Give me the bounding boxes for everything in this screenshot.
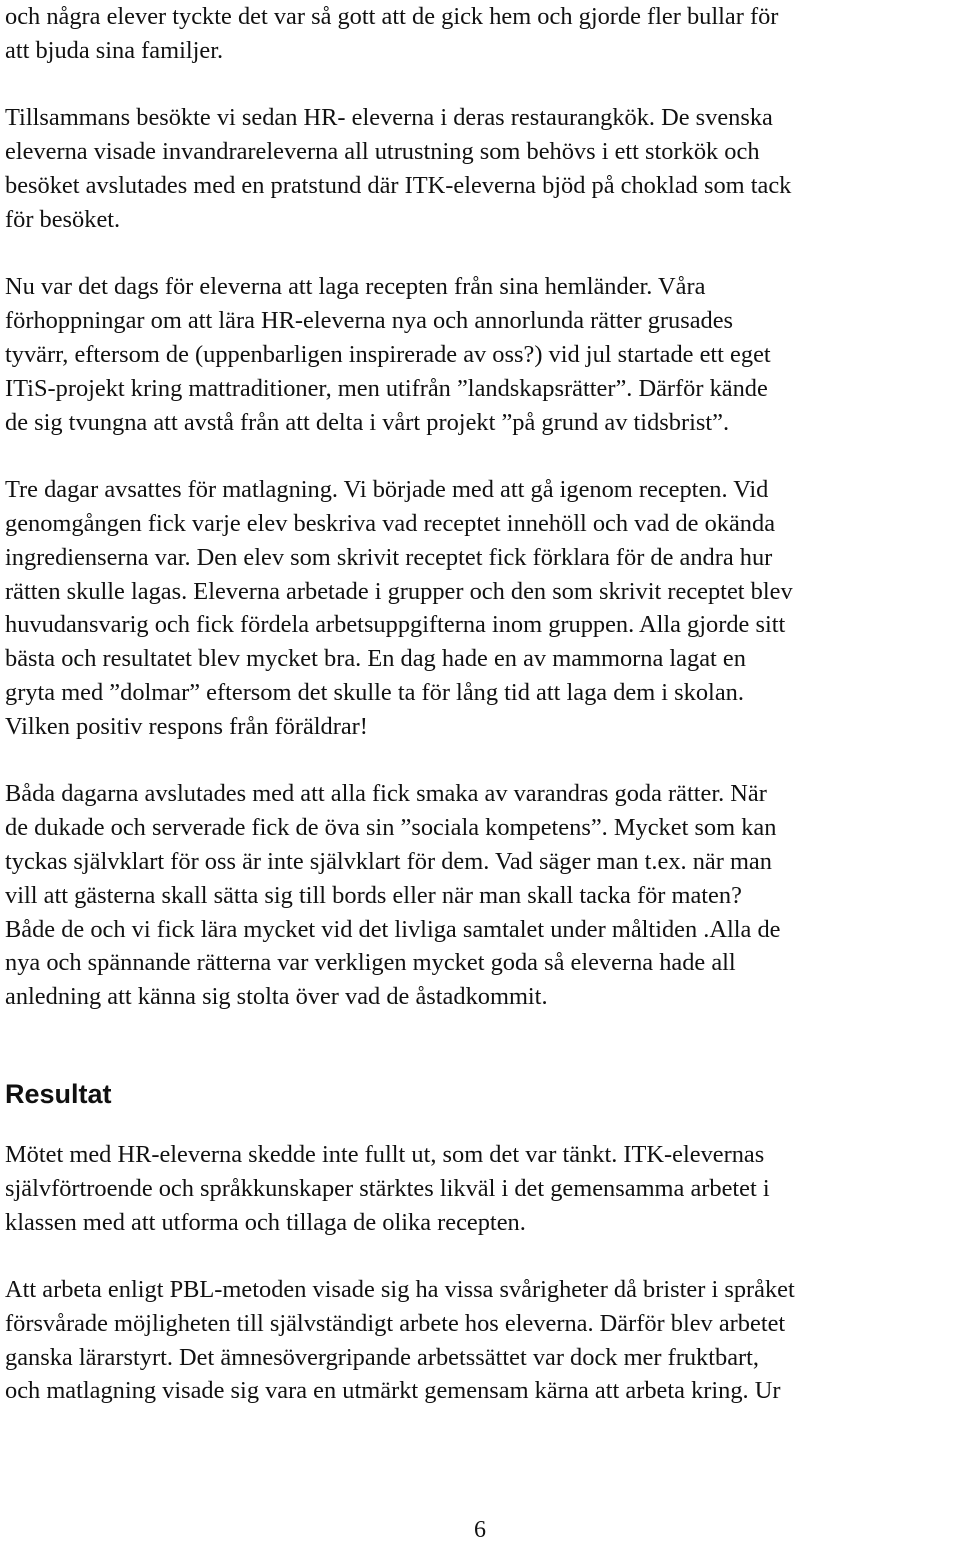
paragraph-gap [5,68,960,102]
text-line: försvårade möjligheten till självständigt arbete hos eleverna. Därför blev arbetet [5,1309,786,1337]
text-line: Tre dagar avsattes för matlagning. Vi började med att gå igenom recepten. Vid [5,476,769,504]
text-line: de sig tvungna att avstå från att delta i vårt projekt ”på grund av tidsbrist”. [5,408,730,436]
text-line: nya och spännande rätterna var verkligen mycket goda så eleverna hade all [5,949,736,977]
text-line: tyckas självklart för oss är inte självklart för dem. Vad säger man t.ex. när man [5,847,772,875]
text-line: för besöket. [5,205,121,233]
paragraph-gap [5,1239,960,1273]
text-line: gryta med ”dolmar” eftersom det skulle ta för lång tid att laga dem i skolan. [5,678,744,706]
text-line: ganska lärarstyrt. Det ämnesövergripande arbetssättet var dock mer fruktbart, [5,1343,760,1371]
document-page [5,0,960,1408]
text-line: Att arbeta enligt PBL-metoden visade sig ha vissa svårigheter då brister i språket [5,1276,795,1304]
paragraph-gap [5,237,960,271]
text-line: Vilken positiv respons från föräldrar! [5,712,368,740]
paragraph [5,270,960,439]
text-line: klassen med att utforma och tillaga de olika recepten. [5,1208,526,1236]
text-line: bästa och resultatet blev mycket bra. En dag hade en av mammorna lagat en [5,645,746,673]
text-line: att bjuda sina familjer. [5,36,224,64]
text-line: anledning att känna sig stolta över vad de åstadkommit. [5,983,548,1011]
paragraph [5,473,960,743]
section-body-text [5,1138,960,1408]
text-line: ITiS-projekt kring mattraditioner, men utifrån ”landskapsrätter”. Därför kände [5,374,768,402]
text-line: Nu var det dags för eleverna att laga recepten från sina hemländer. Våra [5,273,706,301]
paragraph-gap [5,439,960,473]
paragraph [5,101,960,236]
text-line: Både de och vi fick lära mycket vid det livliga samtalet under måltiden .Alla de [5,915,781,943]
text-line: de dukade och serverade fick de öva sin ”sociala kompetens”. Mycket som kan [5,814,777,842]
text-line: ingredienserna var. Den elev som skrivit receptet fick förklara för de andra hur [5,543,773,571]
page-number: 6 [474,1517,486,1543]
paragraph [5,777,960,1014]
text-line: huvudansvarig och fick fördela arbetsuppgifterna inom gruppen. Alla gjorde sitt [5,611,786,639]
text-line: genomgången fick varje elev beskriva vad receptet innehöll och vad de okända [5,509,776,537]
text-line: vill att gästerna skall sätta sig till bords eller när man skall tacka för maten? [5,881,742,909]
text-line: rätten skulle lagas. Eleverna arbetade i grupper och den som skrivit receptet blev [5,577,793,605]
text-line: tyvärr, eftersom de (uppenbarligen inspirerade av oss?) vid jul startade ett eget [5,340,771,368]
text-line: förhoppningar om att lära HR-eleverna nya och annorlunda rätter grusades [5,307,734,335]
paragraph [5,1138,960,1239]
text-line: Tillsammans besökte vi sedan HR- eleverna i deras restaurangkök. De svenska [5,104,773,132]
section-heading-resultat: Resultat [5,1078,112,1109]
text-line: självförtroende och språkkunskaper stärktes likväl i det gemensamma arbetet i [5,1174,770,1202]
paragraph [5,1273,960,1408]
text-line: besöket avslutades med en pratstund där ITK-eleverna bjöd på choklad som tack [5,171,792,199]
section-spacer [5,1014,960,1074]
text-line: Båda dagarna avslutades med att alla fick smaka av varandras goda rätter. När [5,780,767,808]
text-line: och matlagning visade sig vara en utmärkt gemensam kärna att arbeta kring. Ur [5,1377,781,1405]
paragraph-gap [5,744,960,778]
text-line: Mötet med HR-eleverna skedde inte fullt ut, som det var tänkt. ITK-elevernas [5,1140,765,1168]
text-line: och några elever tyckte det var så gott att de gick hem och gjorde fler bullar för [5,3,779,30]
paragraph [5,0,960,68]
text-line: eleverna visade invandrareleverna all utrustning som behövs i ett storkök och [5,138,760,166]
body-text [5,0,960,1014]
